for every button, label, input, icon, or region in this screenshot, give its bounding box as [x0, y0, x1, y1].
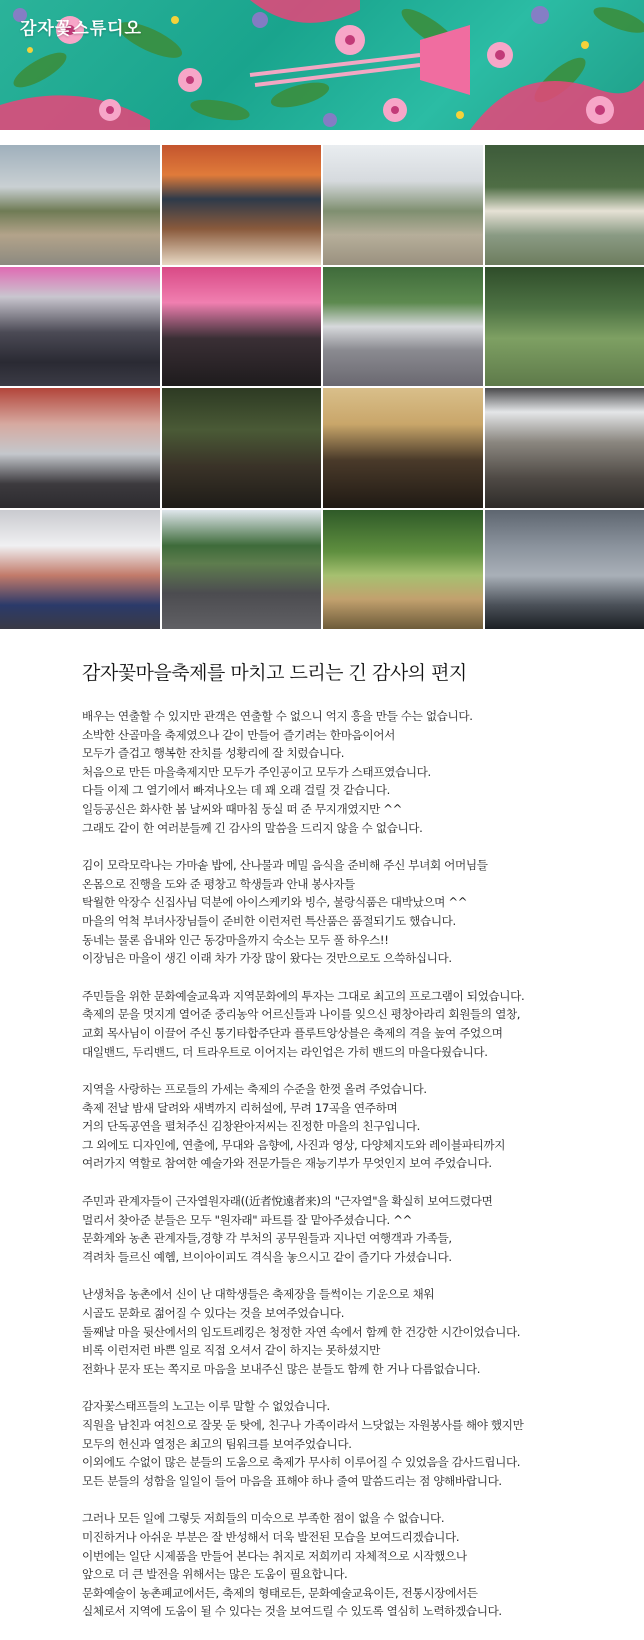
- letter-line: 미진하거나 아쉬운 부분은 잘 반성해서 더욱 발전된 모습을 보여드리겠습니다.: [82, 1528, 622, 1547]
- letter-line: 배우는 연출할 수 있지만 관객은 연출할 수 없으니 억지 흥을 만들 수는 없습니다.: [82, 707, 622, 726]
- letter-line: 문화예술이 농촌폐교에서든, 축제의 형태로든, 문화예술교육이든, 전통시장에서든: [82, 1584, 622, 1603]
- letter-line: 시골도 문화로 젊어질 수 있다는 것을 보여주었습니다.: [82, 1304, 622, 1323]
- letter-line: 온몸으로 진행을 도와 준 평창고 학생들과 안내 봉사자들: [82, 875, 622, 894]
- letter-paragraph: [82, 1509, 622, 1621]
- letter-paragraph: [82, 1285, 622, 1378]
- letter-paragraph: [82, 1080, 622, 1173]
- letter-line: 축제의 문을 멋지게 열어준 중리농악 어르신들과 나이를 잊으신 평창아라리 회원들의 열창,: [82, 1005, 622, 1024]
- letter-line: 축제 전날 밤새 달려와 새벽까지 리허설에, 무려 17곡을 연주하며: [82, 1099, 622, 1118]
- photo-gallery: [0, 145, 644, 629]
- letter-paragraph: [82, 987, 622, 1061]
- letter-line: 동네는 물론 읍내와 인근 동강마을까지 숙소는 모두 풀 하우스!!: [82, 931, 622, 950]
- letter-title: 감자꽃마을축제를 마치고 드리는 긴 감사의 편지: [82, 658, 622, 685]
- dancers-outdoor-photo[interactable]: [0, 145, 160, 265]
- letter-body: [82, 658, 622, 1640]
- letter-line: 다들 이제 그 열기에서 빠져나오는 데 꽤 오래 걸릴 것 같습니다.: [82, 781, 622, 800]
- elders-hanbok-photo[interactable]: [485, 145, 644, 265]
- letter-line: 대일밴드, 두리밴드, 더 트라우트로 이어지는 라인업은 가히 밴드의 마을다웠습니다.: [82, 1043, 622, 1062]
- letter-line: 처음으로 만든 마을축제지만 모두가 주인공이고 모두가 스태프였습니다.: [82, 763, 622, 782]
- guitarist-photo[interactable]: [162, 267, 322, 387]
- letter-line: 모두가 즐겁고 행복한 잔치를 성황리에 잘 치렀습니다.: [82, 744, 622, 763]
- tent-market-photo[interactable]: [323, 145, 483, 265]
- letter-line: 주민과 관계자들이 근자열원자래((近者悅遠者来)의 "근자열"을 확실히 보여드렸다면: [82, 1192, 622, 1211]
- letter-line: 일등공신은 화사한 봄 날씨와 때마침 둥실 떠 준 무지개였지만 ^^: [82, 800, 622, 819]
- letter-line: 직원을 남친과 여친으로 잘못 둔 탓에, 친구나 가족이라서 느닷없는 자원봉사를 해야 했지만: [82, 1416, 622, 1435]
- letter-line: 이장님은 마을이 생긴 이래 차가 가장 많이 왔다는 것만으로도 으쓱하십니다.: [82, 949, 622, 968]
- letter-line: 문화계와 농촌 관계자들,경향 각 부처의 공무원들과 지나던 여행객과 가족들,: [82, 1229, 622, 1248]
- choir-photo[interactable]: [0, 388, 160, 508]
- letter-line: 전화나 문자 또는 쪽지로 마음을 보내주신 많은 분들도 함께 한 거나 다름없습니다.: [82, 1360, 622, 1379]
- letter-line: 감자꽃스태프들의 노고는 이루 말할 수 없었습니다.: [82, 1397, 622, 1416]
- piano-stage-photo[interactable]: [323, 388, 483, 508]
- letter-paragraph: [82, 707, 622, 837]
- letter-line: 둘째날 마을 뒷산에서의 임도트레킹은 청정한 자연 속에서 함께 한 건강한 시간이었습니다.: [82, 1323, 622, 1342]
- letter-line: 비록 이런저런 바쁜 일로 직접 오셔서 같이 하지는 못하셨지만: [82, 1341, 622, 1360]
- letter-line: 앞으로 더 큰 발전을 위해서는 많은 도움이 필요합니다.: [82, 1565, 622, 1584]
- letter-line: 마을의 억척 부녀사장님들이 준비한 이런저런 특산품은 품절되기도 했습니다.: [82, 912, 622, 931]
- letter-line: 교회 목사님이 이끌어 주신 통기타합주단과 플루트앙상블은 축제의 격을 높여 주었으며: [82, 1024, 622, 1043]
- letter-line: 그래도 같이 한 여러분들께 긴 감사의 말씀을 드리지 않을 수 없습니다.: [82, 819, 622, 838]
- letter-line: 멀리서 찾아준 분들은 모두 "원자래" 파트를 잘 맡아주셨습니다. ^^: [82, 1211, 622, 1230]
- audience-hall-photo[interactable]: [485, 388, 644, 508]
- letter-line: 지역을 사랑하는 프로들의 가세는 축제의 수준을 한껏 올려 주었습니다.: [82, 1080, 622, 1099]
- letter-line: 난생처음 농촌에서 신이 난 대학생들은 축제장을 들썩이는 기운으로 채워: [82, 1285, 622, 1304]
- laughing-children-photo[interactable]: [0, 510, 160, 630]
- letter-line: 거의 단독공연을 펼쳐주신 김창완아저씨는 진정한 마을의 친구입니다.: [82, 1117, 622, 1136]
- letter-paragraphs: [82, 707, 622, 1621]
- forest-musicians-photo[interactable]: [162, 388, 322, 508]
- letter-line: 그 외에도 디자인에, 연출에, 무대와 음향에, 사진과 영상, 다양체지도와 레이블파티까지: [82, 1136, 622, 1155]
- letter-paragraph: [82, 1397, 622, 1490]
- letter-line: 탁월한 악장수 신집사님 덕분에 아이스케키와 빙수, 불랑식품은 대박났으며 ^^: [82, 893, 622, 912]
- sky-clouds-photo[interactable]: [485, 510, 644, 630]
- letter-line: 모두의 헌신과 열정은 최고의 팀워크를 보여주었습니다.: [82, 1435, 622, 1454]
- road-cars-photo[interactable]: [162, 510, 322, 630]
- letter-line: 격려차 들르신 예헴, 브이아이피도 격식을 놓으시고 같이 즐기다 가셨습니다.: [82, 1248, 622, 1267]
- letter-line: 여러가지 역할로 참여한 예술가와 전문가들은 재능기부가 무엇인지 보여 주었습니다.: [82, 1154, 622, 1173]
- letter-line: 이번에는 일단 시제품을 만들어 본다는 취지로 저희끼리 자체적으로 시작했으나: [82, 1547, 622, 1566]
- letter-line: 이외에도 수없이 많은 분들의 도움으로 축제가 무사히 이루어질 수 있었음을 감사드립니다.: [82, 1453, 622, 1472]
- letter-line: 김이 모락모락나는 가마솥 밥에, 산나물과 메밀 음식을 준비해 주신 부녀회 어머님들: [82, 856, 622, 875]
- letter-line: 실체로서 지역에 도움이 될 수 있다는 것을 보여드릴 수 있도록 열심히 노력하겠습니다.: [82, 1602, 622, 1621]
- forest-trail-photo[interactable]: [323, 510, 483, 630]
- letter-line: 소박한 산골마을 축제였으나 같이 만들어 즐기려는 한마음이어서: [82, 726, 622, 745]
- letter-line: 그러나 모든 일에 그렇듯 저희들의 미숙으로 부족한 점이 없을 수 없습니다.: [82, 1509, 622, 1528]
- food-stall-photo[interactable]: [162, 145, 322, 265]
- studio-logo[interactable]: 감자꽃스튜디오: [20, 14, 142, 39]
- letter-line: 주민들을 위한 문화예술교육과 지역문화에의 투자는 그대로 최고의 프로그램이 되었습니다.: [82, 987, 622, 1006]
- crowd-stage-photo[interactable]: [0, 267, 160, 387]
- picnic-people-photo[interactable]: [485, 267, 644, 387]
- crowd-field-photo[interactable]: [323, 267, 483, 387]
- letter-line: 모든 분들의 성함을 일일이 들어 마음을 표해야 하나 줄여 말씀드리는 점 양해바랍니다.: [82, 1472, 622, 1491]
- header-banner: [0, 0, 644, 130]
- letter-paragraph: [82, 856, 622, 968]
- letter-paragraph: [82, 1192, 622, 1266]
